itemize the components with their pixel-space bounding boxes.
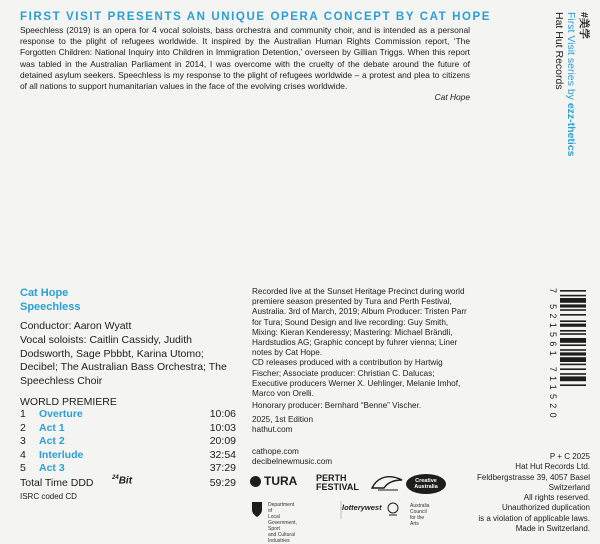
track-row [20, 408, 236, 422]
track-time: 37:29 [209, 462, 236, 475]
intro-paragraph: Speechless (2019) is an opera for 4 vocal soloists, bass orchestra and community choir, and is intended as a personal response to the plight of refugees worldwide. It inspired by the Australian Human Rights Commission report, ‘The Forgotten Children: National Inquiry into Children in Immigration Detention,’ overseen by Gillian Triggs. When this report was tabled in the Australian Parliament in 2014, I was overcome with the cruelty of the debate around the future of detained asylum seekers. Speechless is my response to the plight of refugees worldwide – a protest and plea to citizens of all nations to support humanitarian values in the face of the evolving crises worldwide. [20, 25, 470, 92]
council-line: Council [410, 509, 427, 515]
decibel-url: decibelnewmusic.com [252, 457, 333, 467]
intro-text-block [20, 25, 470, 103]
track-name: Interlude [39, 448, 84, 461]
barcode-digits: 7 521561 711520 [548, 288, 558, 422]
hathut-url: hathut.com [252, 425, 293, 435]
honorary-producer: Honorary producer: Bernhard “Benne” Vischer. [252, 401, 422, 410]
barcode-bar [560, 352, 586, 355]
series-line [565, 12, 578, 157]
total-time-value: 59:29 [209, 477, 236, 489]
recording-info-block [252, 287, 472, 399]
council-line: for the Arts [410, 515, 425, 527]
track-name: Act 2 [39, 435, 65, 448]
track-number: 5 [20, 462, 26, 475]
premiere-label: WORLD PREMIERE [20, 396, 117, 408]
lotterywest-logo: lotterywest [342, 503, 382, 512]
barcode-bar [560, 333, 586, 335]
creative-logo-line: Australia [414, 484, 438, 490]
department-line: Department of [268, 502, 295, 514]
legal-line: is a violation of applicable laws. [478, 513, 590, 523]
barcode-bar [560, 349, 586, 351]
side-rotated-text [553, 12, 591, 157]
hashtag: #美学 [578, 12, 590, 39]
barcode-bar [560, 314, 586, 316]
track-name: Act 1 [39, 421, 65, 434]
barcode [548, 288, 588, 438]
tura-circle-icon [250, 476, 261, 487]
barcode-bar [560, 384, 586, 386]
copyright-line: P + C 2025 [549, 452, 590, 461]
legal-line: Unauthorized duplication [501, 503, 590, 513]
barcode-bar [560, 304, 586, 307]
council-line: Australia [410, 503, 430, 509]
track-number: 4 [20, 448, 26, 461]
headline: FIRST VISIT PRESENTS AN UNIQUE OPERA CONCEPT BY CAT HOPE [20, 11, 492, 23]
track-time: 10:03 [209, 421, 236, 434]
label-name: Hat Hut Records [553, 12, 565, 90]
bird-crest-icon [368, 472, 408, 494]
legal-line: Switzerland [548, 482, 590, 492]
track-name: Act 3 [39, 462, 65, 475]
barcode-bar [560, 368, 586, 370]
barcode-bar [560, 324, 586, 327]
barcode-bar [560, 298, 586, 303]
track-row [20, 449, 236, 463]
legal-line: Made in Switzerland. [515, 524, 590, 534]
bit-logo [112, 474, 132, 485]
tura-logo-text: TURA [264, 474, 298, 488]
series-name: ezz-thetics [565, 102, 578, 157]
wa-crest-icon [250, 500, 264, 518]
side-series-label [548, 12, 590, 157]
track-time: 32:54 [209, 448, 236, 461]
perth-festival-logo [316, 474, 359, 492]
edition-block [252, 415, 313, 435]
recording-info: Recorded live at the Sunset Heritage Precinct during world premiere season presented by Tura and Perth Festival, Australia. 3rd of March, 2019; Album Producer: Tristen Parr for Tura; Sound Design and live recording: Guy Smith, Mixing: Kieran Kenderessy; Mastering: Michael Brändli, Hardstudios AG; Graphic concept by fuhrer vienna; Liner notes by Cat Hope. [252, 287, 467, 358]
cd-info: CD releases produced with a contribution by Hartwig Fischer; Associate producer: Christian C. Dalucas; Executive producers Werner X. Uehlinger, Melanie Imhof, Marco von Orelli. [252, 358, 461, 399]
track-number: 2 [20, 421, 26, 434]
perth-logo-line: PERTH [316, 473, 347, 483]
department-line: and Cultural Industries [268, 532, 295, 544]
barcode-bar [560, 309, 586, 311]
total-time-label: Total Time DDD [20, 477, 94, 489]
barcode-bar [560, 376, 586, 381]
australian-government-crest-icon [386, 500, 400, 518]
australia-council-logo [410, 503, 429, 527]
barcode-bar [560, 373, 586, 375]
creative-logo-line: Creative [415, 478, 437, 484]
track-number: 1 [20, 408, 26, 420]
edition-line: 2025, 1st Edition [252, 415, 313, 424]
barcode-bar [560, 320, 586, 322]
track-row [20, 435, 236, 449]
creative-australia-logo [406, 474, 446, 494]
department-line: Local Government, Sport [268, 514, 297, 532]
barcode-bar [560, 290, 586, 292]
barcode-bar [560, 364, 586, 366]
track-row [20, 422, 236, 436]
album-artist: Cat Hope [20, 287, 69, 299]
conductor-credit: Conductor: Aaron Wyatt [20, 320, 132, 332]
track-name: Overture [39, 408, 83, 420]
album-title: Speechless [20, 301, 81, 313]
soloists-credit: Vocal soloists: Caitlin Cassidy, Judith Dodsworth, Sage Pbbbt, Karina Utomo; Decibel; The Australian Bass Orchestra; The Speechless Choir [20, 334, 227, 387]
barcode-bar [560, 330, 586, 332]
series-prefix: First Visit series by [565, 12, 578, 103]
track-time: 10:06 [209, 408, 236, 420]
barcode-bar [560, 338, 586, 343]
legal-line: Feldbergstrasse 39, 4057 Basel [477, 472, 590, 482]
track-list [20, 408, 236, 476]
legal-line: All rights reserved. [523, 493, 590, 503]
barcode-bar [560, 357, 586, 362]
legal-block [440, 452, 590, 534]
barcode-bar [560, 344, 586, 346]
department-logo-text [268, 502, 297, 544]
url-block [252, 447, 332, 467]
tura-logo [250, 474, 297, 488]
bit-number: 24 [112, 475, 119, 481]
cathope-url: cathope.com [252, 447, 299, 456]
isrc-note: ISRC coded CD [20, 492, 77, 501]
track-number: 3 [20, 435, 26, 448]
track-time: 20:09 [209, 435, 236, 448]
barcode-bar [560, 295, 586, 297]
bit-unit: Bit [118, 475, 133, 487]
perth-logo-line: FESTIVAL [316, 482, 359, 492]
legal-line: Hat Hut Records Ltd. [515, 462, 590, 472]
intro-signature: Cat Hope [434, 92, 470, 103]
